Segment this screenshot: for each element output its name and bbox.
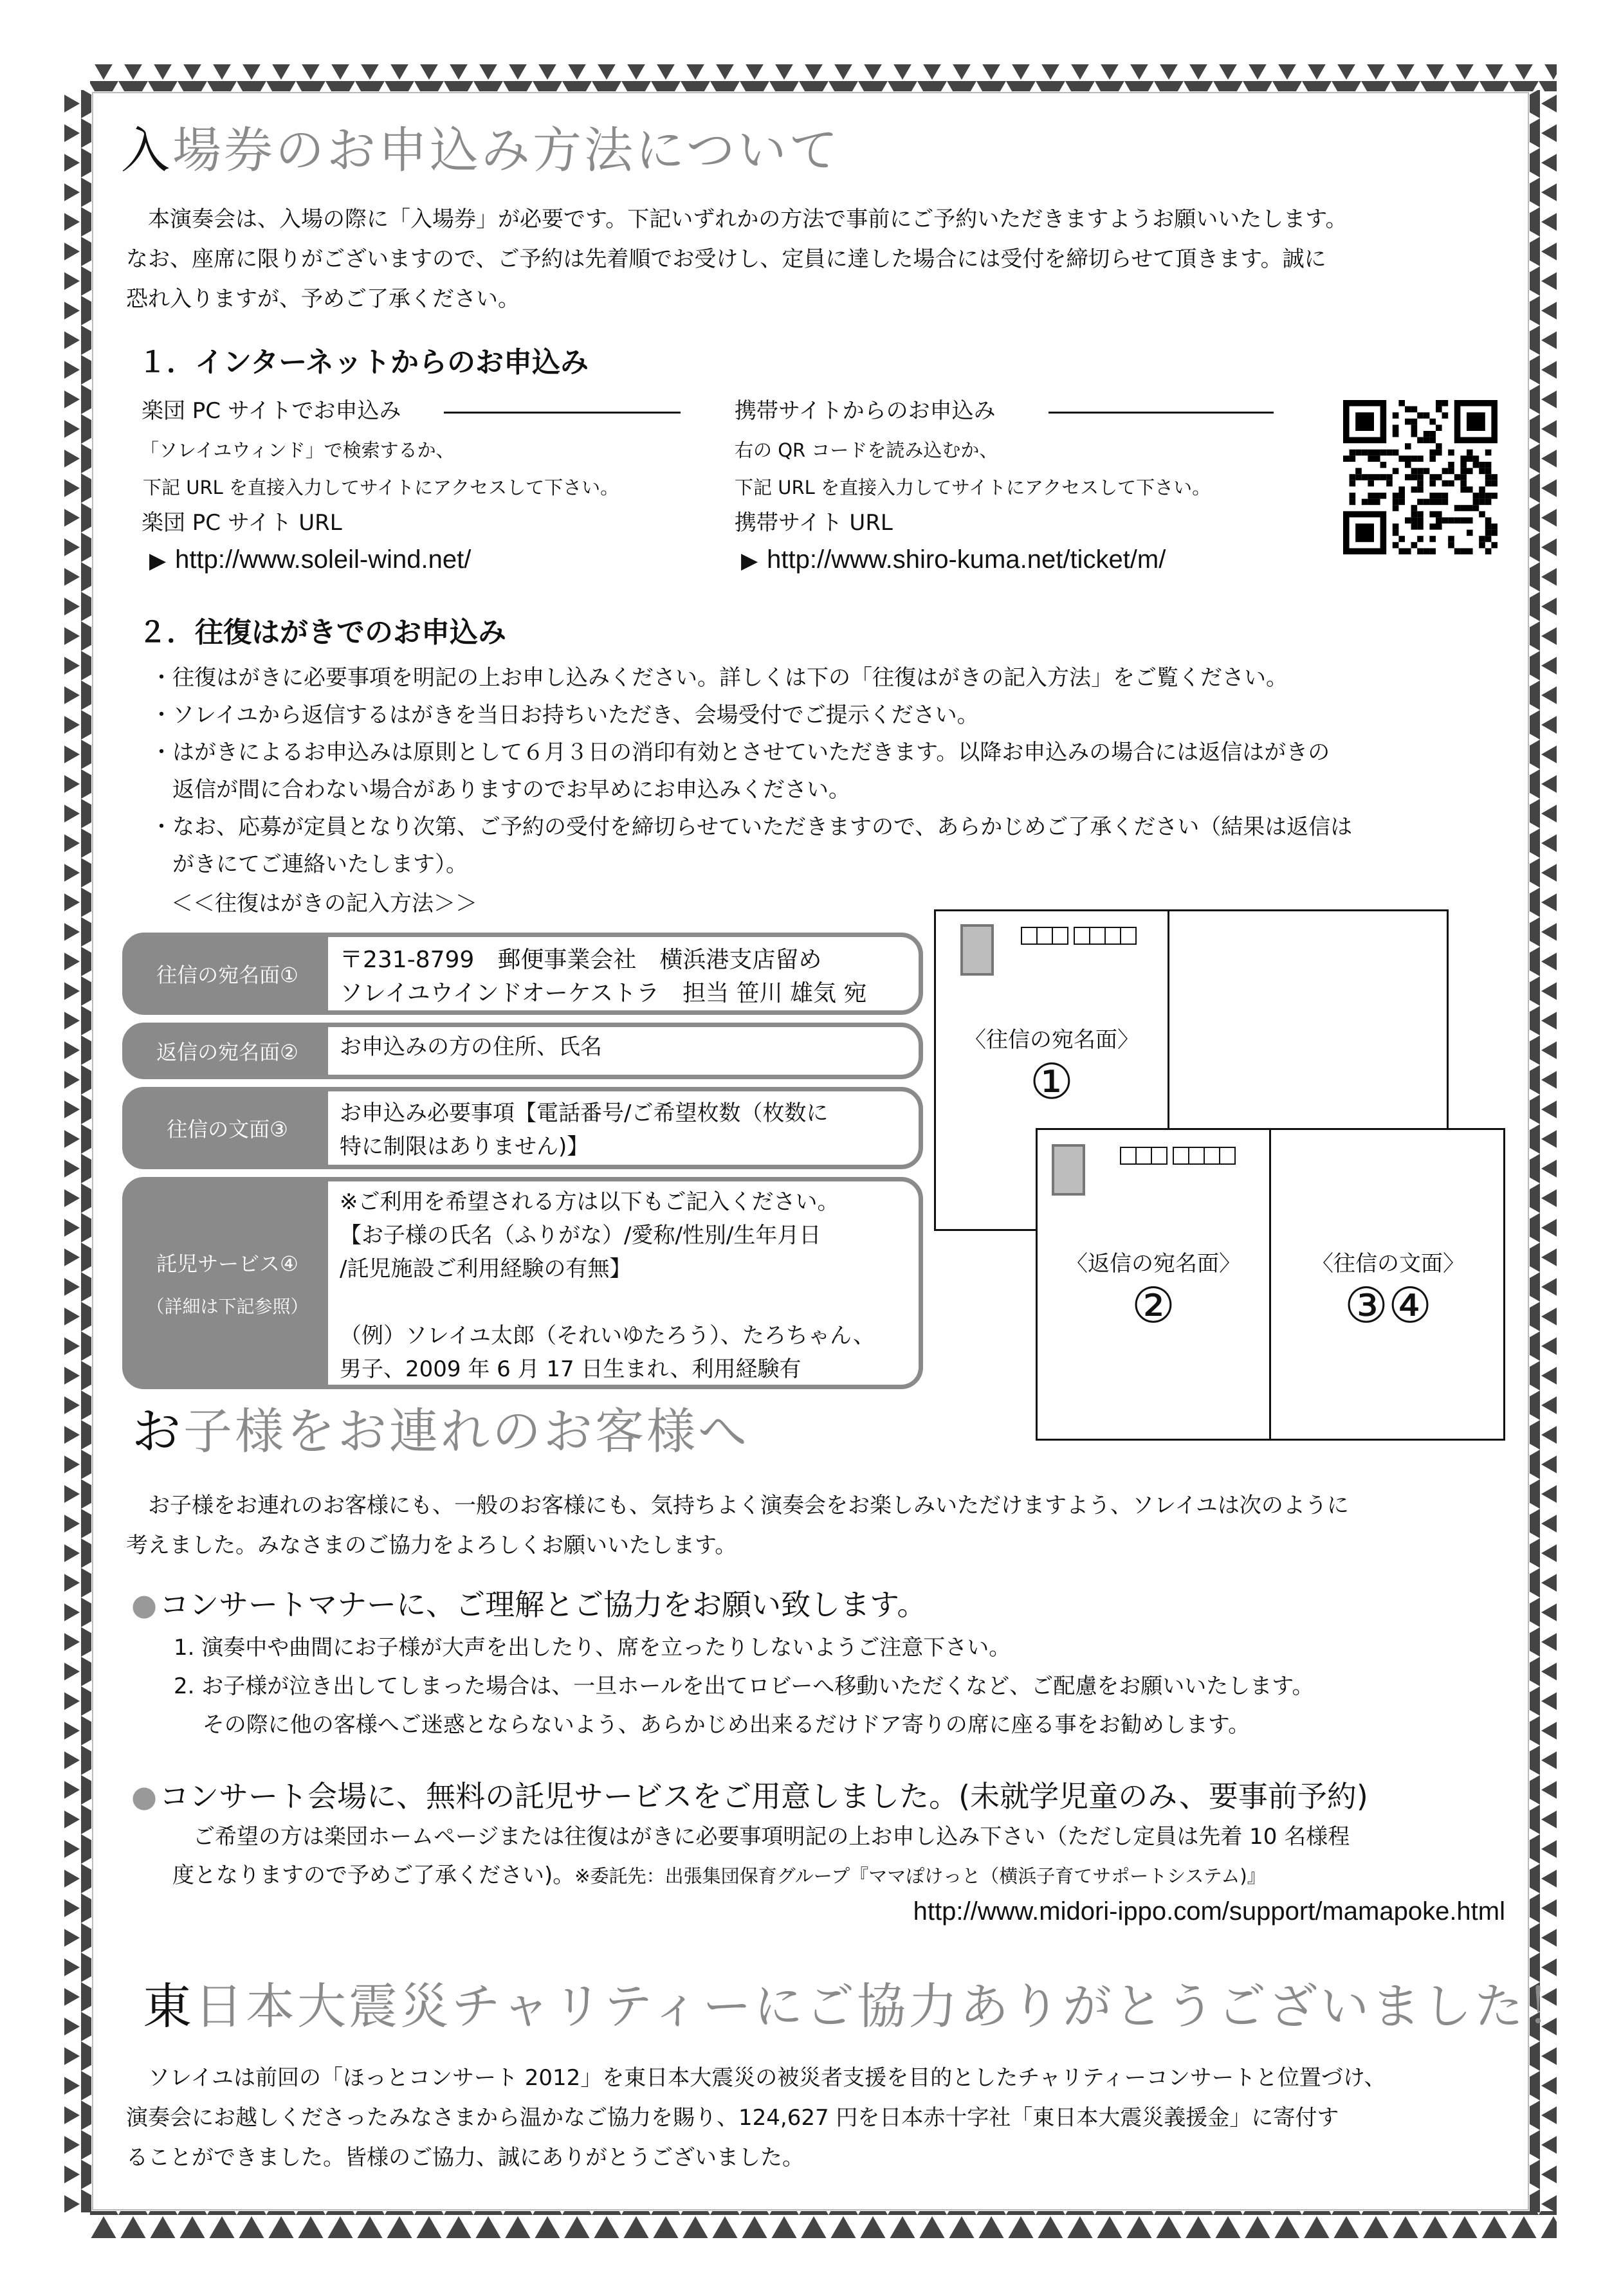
childcare-url-link[interactable]: http://www.midori-ippo.com/support/mamapoke.html [913,1897,1505,1926]
pc-url-label: 楽団 PC サイト URL [142,510,342,536]
stamp-icon [1052,1144,1085,1196]
pc-site-title: 楽団 PC サイトでお申込み [142,398,401,424]
row-label: 返信の宛名面② [156,1040,298,1064]
bullet-circle-icon: ● [131,1779,158,1814]
postcard-bullets: ・往復はがきに必要事項を明記の上お申し込みください。詳しくは下の「往復はがきの記入方法」をご覧ください。 ・ソレイユから返信するはがきを当日お持ちいただき、会場受付でご提示ください。 ・はがきによるお申込みは原則として６月３日の消印有効とさせていただきます。以降お申込みの場合には返信はがきの 返信が間に合わない場合がありますのでお早めにお申込みください。 ・なお、応募が定員となり次第、ご予約の受付を締切らせていただきますので、あらかじめご了承ください（結果は返信は がきにてご連絡いたします）。 [151,665,1353,877]
mobile-url-link[interactable]: ▶ http://www.shiro-kuma.net/ticket/m/ [741,545,1166,574]
row-outgoing-address [122,933,923,1015]
card3-number: ③④ [1344,1277,1433,1334]
zip-boxes [1120,1147,1234,1166]
card3-label: 〈往信の文面〉 [1312,1251,1465,1277]
qr-code-icon[interactable] [1343,400,1497,554]
manner-items: 1. 演奏中や曲間にお子様が大声を出したり、席を立ったりしないようご注意下さい。 2. お子様が泣き出してしまった場合は、一旦ホールを出てロビーへ移動いただくなど、ご配慮をお願いいたします。 その際に他の客様へご迷惑とならないよう、あらかじめ出来るだけドア寄りの席に座る事をお勧めします。 [174,1635,1314,1738]
bullet-circle-icon: ● [131,1587,158,1622]
row-childcare [122,1177,923,1389]
card1-label: 〈往信の宛名面〉 [964,1027,1139,1053]
stamp-icon [960,924,994,976]
row-return-address [122,1023,923,1079]
postcard-return [1036,1128,1505,1441]
row-label: 往信の宛名面① [156,963,298,987]
row-value: 〒231-8799 郵便事業会社 横浜港支店留め ソレイユウインドオーケストラ 担当 笹川 雄気 宛 [328,937,919,1010]
card2-number: ② [1131,1277,1176,1334]
postcard-heading: ２．往復はがきでのお申込み [138,616,506,649]
mobile-site-title: 携帯サイトからのお申込み [735,398,996,424]
play-triangle-icon: ▶ [149,549,167,573]
row-label: 往信の文面③ [167,1117,288,1142]
play-triangle-icon: ▶ [741,549,758,573]
row-value: お申込み必要事項【電話番号/ご希望枚数（枚数に 特に制限はありません)】 [328,1091,919,1165]
children-intro: お子様をお連れのお客様にも、一般のお客様にも、気持ちよく演奏会をお楽しみいただけますよう、ソレイユは次のように 考えました。みなさまのご協力をよろしくお願いいたします。 [126,1493,1349,1558]
row-value: お申込みの方の住所、氏名 [328,1027,919,1075]
manner-heading: ●コンサートマナーに、ご理解とご協力をお願い致します。 [131,1587,927,1622]
row-outgoing-message [122,1087,923,1169]
row-value: ※ご利用を希望される方は以下もご記入ください。 【お子様の氏名（ふりがな）/愛称/性別/生年月日 /託児施設ご利用経験の有無】 （例）ソレイユ太郎（それいゆたろう）、たろちゃん、 男子、2009 年 6 月 17 日生まれ、利用経験有 [328,1181,919,1385]
mobile-instruction-1: 右の QR コードを読み込むか、 [735,439,998,461]
childcare-details: ご希望の方は楽団ホームページまたは往復はがきに必要事項明記の上お申し込み下さい（ただし定員は先着 10 名様程 度となりますので予めご了承ください)。※委託先：出張集団保育グループ『ママぽけっと（横浜子育てサポートシステム)』 [172,1824,1350,1888]
section-title-tickets: 入場券のお申込み方法について [121,122,841,179]
row-label: 託児サービス④ （詳細は下記参照） [146,1252,309,1317]
card1-number: ① [1029,1053,1074,1110]
card2-label: 〈返信の宛名面〉 [1066,1251,1241,1277]
pc-url-link[interactable]: ▶ http://www.soleil-wind.net/ [149,545,472,574]
childcare-heading: ●コンサート会場に、無料の託児サービスをご用意しました。(未就学児童のみ、要事前予約) [131,1779,1368,1814]
zip-boxes [1021,927,1135,946]
pc-title-rule [444,412,681,414]
pc-instruction-2: 下記 URL を直接入力してサイトにアクセスして下さい。 [143,477,619,498]
mobile-instruction-2: 下記 URL を直接入力してサイトにアクセスして下さい。 [735,477,1211,498]
section-title-charity: 東日本大震災チャリティーにご協力ありがとうございました！ [143,1978,1578,2035]
internet-heading: １．インターネットからのお申込み [138,346,589,379]
postcard-howto-heading: ＜＜往復はがきの記入方法＞＞ [171,891,477,916]
pc-instruction-1: 「ソレイユウィンド」で検索するか、 [140,439,455,461]
section-title-children: お子様をお連れのお客様へ [132,1403,749,1460]
tickets-intro: 本演奏会は、入場の際に「入場券」が必要です。下記いずれかの方法で事前にご予約いただきますようお願いいたします。 なお、座席に限りがございますので、ご予約は先着順でお受けし、定員に達した場合には受付を締切らせて頂きます。誠に 恐れ入りますが、予めご了承ください。 [126,206,1348,312]
mobile-url-label: 携帯サイト URL [735,510,893,536]
mobile-title-rule [1049,412,1274,414]
charity-body: ソレイユは前回の「ほっとコンサート 2012」を東日本大震災の被災者支援を目的としたチャリティーコンサートと位置づけ、 演奏会にお越しくださったみなさまから温かなご協力を賜り、124,627 円を日本赤十字社「東日本大震災義援金」に寄付す ることができました。皆様のご協力、誠にありがとうございました。 [126,2065,1386,2171]
